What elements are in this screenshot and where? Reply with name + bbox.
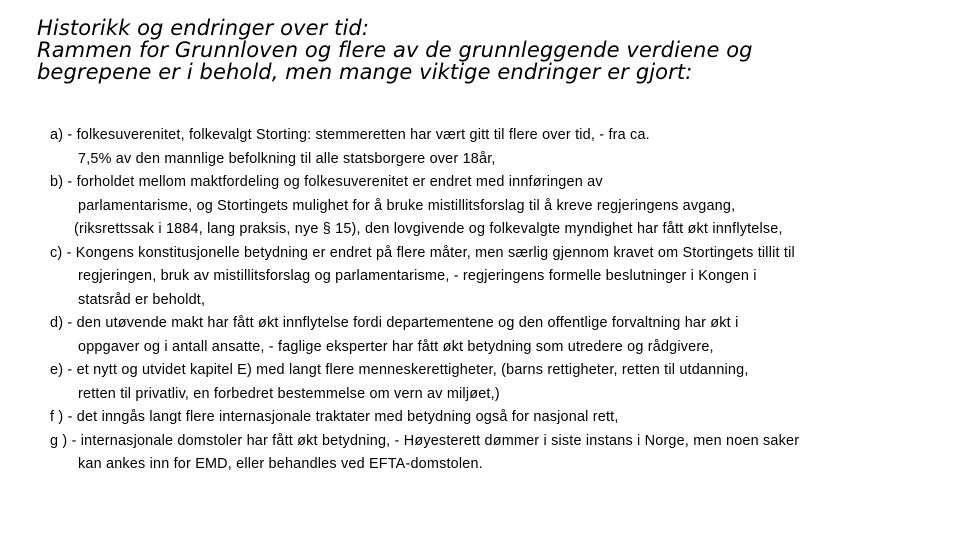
list-item-e [50, 359, 910, 406]
list-item-a [50, 124, 910, 171]
list-item-c [50, 242, 910, 313]
title-line: Historikk og endringer over tid: [37, 16, 370, 40]
list-item-text: g ) - internasjonale domstoler har fått økt betydning, - Høyesterett dømmer i siste instans i Norge, men noen saker [50, 432, 800, 449]
list-item-text: d) - den utøvende makt har fått økt innflytelse fordi departementene og den offentlige forvaltning har økt i [50, 315, 739, 331]
list-item-f [50, 406, 910, 430]
changes-list [50, 124, 910, 477]
list-item-d [50, 312, 910, 359]
list-item-g [50, 430, 910, 477]
list-item-text: statsråd er beholdt, [78, 291, 206, 308]
title-line: begrepene er i behold, men mange viktige endringer er gjort: [37, 60, 693, 84]
list-item-b [50, 171, 910, 242]
list-item-text: (riksrettssak i 1884, lang praksis, nye § 15), den lovgivende og folkevalgte myndighet har fått økt innflytelse, [74, 221, 783, 237]
list-item-text: a) - folkesuverenitet, folkevalgt Storting: stemmeretten har vært gitt til flere over tid, - fra ca. [50, 127, 650, 143]
slide-title [37, 17, 937, 83]
list-item-text: regjeringen, bruk av mistillitsforslag og parlamentarisme, - regjeringens formelle beslutninger i Kongen i [78, 268, 757, 284]
list-item-text: oppgaver og i antall ansatte, - faglige eksperter har fått økt betydning som utredere og rådgivere, [78, 338, 714, 355]
list-item-text: c) - Kongens konstitusjonelle betydning er endret på flere måter, men særlig gjennom kravet om Stortingets tillit til [50, 244, 795, 261]
list-item-text: e) - et nytt og utvidet kapitel E) med langt flere menneskerettigheter, (barns rettigheter, retten til utdanning, [50, 362, 749, 378]
title-line: Rammen for Grunnloven og flere av de grunnleggende verdiene og [37, 38, 753, 62]
list-item-text: kan ankes inn for EMD, eller behandles ved EFTA-domstolen. [78, 456, 483, 472]
list-item-text: retten til privatliv, en forbedret bestemmelse om vern av miljøet,) [78, 385, 500, 402]
list-item-text: b) - forholdet mellom maktfordeling og folkesuverenitet er endret med innføringen av [50, 174, 603, 190]
list-item-text: f ) - det inngås langt flere internasjonale traktater med betydning også for nasjonal rett, [50, 409, 619, 425]
list-item-text: 7,5% av den mannlige befolkning til alle statsborgere over 18år, [78, 150, 496, 167]
list-item-text: parlamentarisme, og Stortingets mulighet for å bruke mistillitsforslag til å kreve regjeringens avgang, [78, 197, 736, 214]
